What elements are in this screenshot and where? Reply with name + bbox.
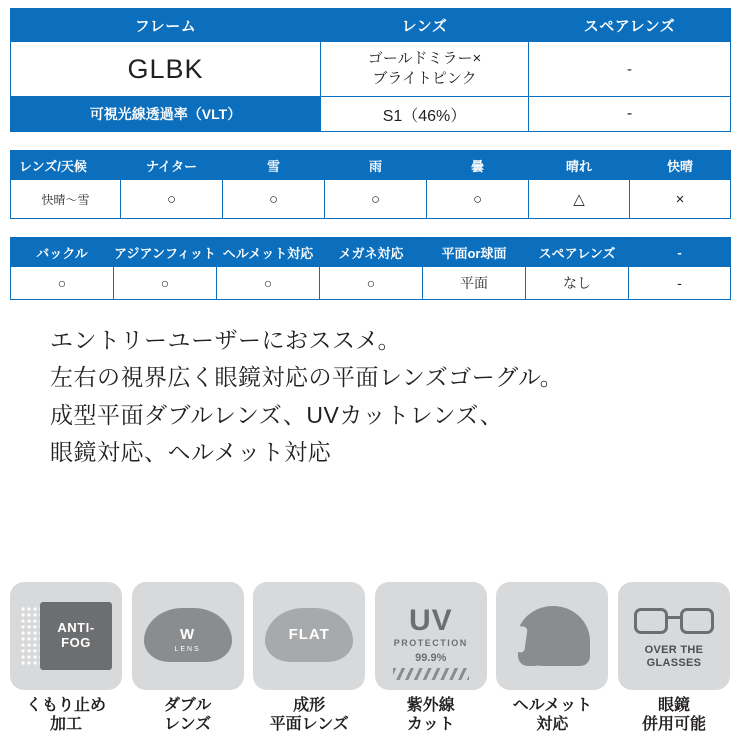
feature-header-glasses: メガネ対応 — [320, 238, 423, 267]
over-the-glasses-mark — [618, 644, 730, 672]
spec-header-lens: レンズ — [321, 9, 529, 42]
double-lens-mark: W — [180, 625, 196, 643]
feature-double-lens — [132, 582, 244, 734]
uv-mark: UV — [408, 603, 453, 637]
helmet-label-line2: 対応 — [536, 715, 569, 733]
uv-sub: PROTECTION — [393, 637, 468, 648]
spec-header-spare-lens: スペアレンズ — [529, 9, 731, 42]
flat-lens-mark: FLAT — [288, 625, 330, 643]
weather-value-sunny: △ — [529, 180, 630, 219]
table-row — [11, 267, 731, 300]
feature-uv-protection — [375, 582, 487, 734]
otg-label-line1: 眼鏡 — [657, 696, 690, 714]
helmet-icon — [496, 582, 608, 690]
table-row — [11, 180, 731, 219]
vlt-value: S1（46%） — [321, 97, 529, 132]
flat-lens-label-line2: 平面レンズ — [269, 715, 349, 733]
feature-header-blank: - — [629, 238, 731, 267]
weather-value-night: ○ — [121, 180, 223, 219]
vlt-spare-value: - — [529, 97, 731, 132]
anti-fog-badge-line1: ANTI- — [57, 619, 95, 635]
feature-over-the-glasses — [618, 582, 730, 734]
weather-row-label: 快晴〜雪 — [11, 180, 121, 219]
vlt-label: 可視光線透過率（VLT） — [11, 97, 321, 132]
feature-flat-lens — [253, 582, 365, 734]
feature-icon-row — [10, 582, 730, 734]
flat-lens-label — [253, 696, 365, 734]
feature-header-helmet: ヘルメット対応 — [217, 238, 320, 267]
otg-mark-line2: GLASSES — [646, 657, 702, 670]
table-row — [11, 97, 731, 132]
weather-value-clear: × — [630, 180, 731, 219]
helmet-label — [496, 696, 608, 734]
weather-header-clear: 快晴 — [630, 151, 731, 180]
over-the-glasses-label — [618, 696, 730, 734]
glasses-lens-right-icon — [680, 608, 714, 634]
helmet-label-line1: ヘルメット — [512, 696, 593, 714]
weather-header-night: ナイター — [121, 151, 223, 180]
table-row — [11, 9, 731, 42]
spec-table — [10, 8, 731, 132]
anti-fog-label — [10, 696, 122, 734]
table-row — [11, 151, 731, 180]
spec-lens-line2: ブライトピンク — [372, 70, 477, 87]
over-the-glasses-icon — [618, 582, 730, 690]
feature-value-buckle: ○ — [11, 267, 114, 300]
weather-value-cloudy: ○ — [427, 180, 529, 219]
spec-header-frame: フレーム — [11, 9, 321, 42]
table-row — [11, 238, 731, 267]
anti-fog-badge-line2: FOG — [61, 634, 91, 650]
spec-spare-value: - — [529, 42, 731, 97]
feature-header-buckle: バックル — [11, 238, 114, 267]
spec-lens-line1: ゴールドミラー× — [367, 49, 482, 67]
weather-value-rain: ○ — [325, 180, 427, 219]
description-line-3: 成型平面ダブルレンズ、UVカットレンズ、 — [50, 401, 504, 428]
feature-value-asian-fit: ○ — [114, 267, 217, 300]
uv-protection-icon — [375, 582, 487, 690]
feature-value-glasses: ○ — [320, 267, 423, 300]
glasses-icon — [634, 608, 714, 636]
uv-label — [375, 696, 487, 734]
uv-label-line1: 紫外線 — [406, 696, 455, 714]
double-lens-label — [132, 696, 244, 734]
double-lens-label-line1: ダブル — [163, 696, 212, 714]
weather-header-lens-weather: レンズ/天候 — [11, 151, 121, 180]
feature-header-asian-fit: アジアンフィット — [114, 238, 217, 267]
double-lens-label-line2: レンズ — [164, 715, 212, 733]
product-description — [50, 322, 730, 471]
double-lens-icon — [132, 582, 244, 690]
glasses-bridge-icon — [668, 616, 680, 619]
feature-value-blank: - — [629, 267, 731, 300]
anti-fog-icon — [10, 582, 122, 690]
flat-lens-icon — [253, 582, 365, 690]
feature-value-helmet: ○ — [217, 267, 320, 300]
feature-anti-fog — [10, 582, 122, 734]
anti-fog-label-line2: 加工 — [49, 715, 82, 733]
otg-mark-line1: OVER THE — [644, 643, 704, 656]
feature-table — [10, 237, 731, 300]
weather-value-snow: ○ — [223, 180, 325, 219]
glasses-lens-left-icon — [634, 608, 668, 634]
uv-rays-icon — [393, 668, 469, 680]
spec-lens-value — [321, 42, 529, 97]
weather-table — [10, 150, 731, 219]
double-lens-sub: LENS — [174, 645, 201, 653]
weather-header-sunny: 晴れ — [529, 151, 630, 180]
weather-header-snow: 雪 — [223, 151, 325, 180]
table-row — [11, 42, 731, 97]
description-line-2: 左右の視界広く眼鏡対応の平面レンズゴーグル。 — [50, 364, 564, 391]
anti-fog-label-line1: くもり止め — [25, 696, 106, 714]
feature-value-spare-lens: なし — [526, 267, 629, 300]
feature-header-flat-or-spherical: 平面or球面 — [423, 238, 526, 267]
weather-header-cloudy: 曇 — [427, 151, 529, 180]
uv-percent: 99.9% — [415, 651, 447, 664]
feature-helmet — [496, 582, 608, 734]
spec-frame-value: GLBK — [11, 42, 321, 97]
feature-value-flat-or-spherical: 平面 — [423, 267, 526, 300]
uv-label-line2: カット — [406, 715, 455, 733]
description-line-4: 眼鏡対応、ヘルメット対応 — [50, 438, 332, 465]
anti-fog-badge — [40, 602, 112, 670]
feature-header-spare-lens: スペアレンズ — [526, 238, 629, 267]
otg-label-line2: 併用可能 — [641, 715, 706, 733]
description-line-1: エントリーユーザーにおススメ。 — [50, 327, 402, 353]
weather-header-rain: 雨 — [325, 151, 427, 180]
flat-lens-label-line1: 成形 — [293, 696, 326, 714]
